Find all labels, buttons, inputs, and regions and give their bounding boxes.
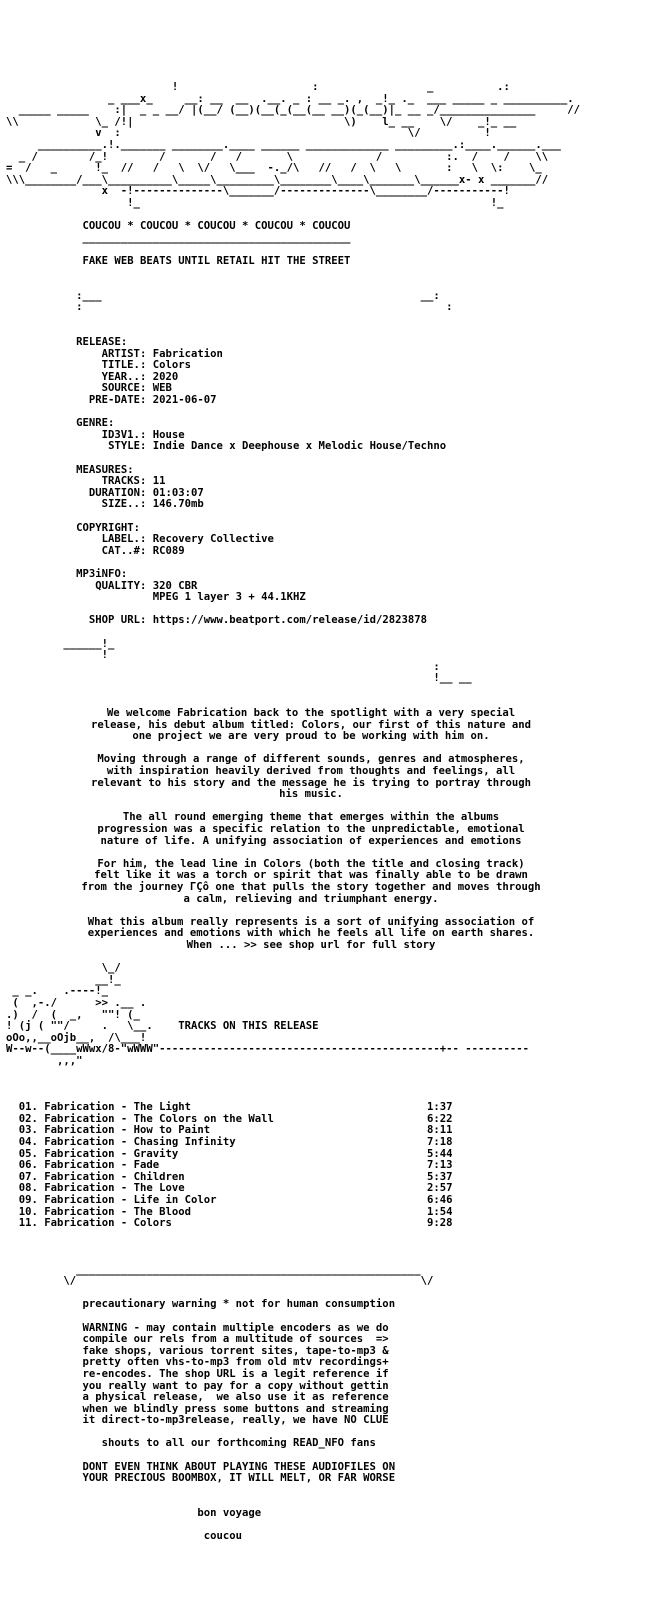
banner-line: !_ !_	[6, 196, 504, 209]
track-title: Fade	[133, 1159, 160, 1172]
tracks-art-line: ( ,-./ >> .__ .	[6, 996, 147, 1009]
year-label: YEAR..:	[101, 370, 147, 383]
banner-line: v : \/ !	[6, 127, 491, 140]
signoff: coucou	[203, 1530, 242, 1543]
predate-label: PRE-DATE:	[88, 394, 147, 407]
track-number: 03.	[18, 1124, 38, 1137]
tracks-art-line: \_/	[6, 962, 121, 975]
track-row: 03. Fabrication - How to Paint 8:11	[18, 1124, 453, 1137]
coucou-rule: __________________________________________	[82, 231, 351, 244]
quality-label: QUALITY:	[95, 579, 147, 592]
banner-line: _ / /_! / / / \ / :. / / \\	[6, 150, 549, 163]
duration-value: 01:03:07	[152, 486, 204, 499]
dont-line: YOUR PRECIOUS BOOMBOX, IT WILL MELT, OR FAR WORSE	[82, 1472, 396, 1485]
tagline: FAKE WEB BEATS UNTIL RETAIL HIT THE STREET	[82, 254, 351, 267]
label-value: Recovery Collective	[152, 533, 274, 546]
track-number: 07.	[18, 1170, 38, 1183]
cat-value: RC089	[152, 544, 185, 557]
track-artist: Fabrication	[44, 1170, 115, 1183]
genre-header: GENRE:	[76, 417, 115, 430]
track-title: The Love	[133, 1182, 185, 1195]
size-label: SIZE..:	[101, 498, 147, 511]
mp3info-header: MP3iNFO:	[76, 567, 128, 580]
track-number: 04.	[18, 1136, 38, 1149]
coucou-line: COUCOU * COUCOU * COUCOU * COUCOU * COUCOU	[82, 220, 351, 233]
divider-left: ______!_	[6, 637, 115, 650]
track-artist: Fabrication	[44, 1147, 115, 1160]
track-time: 1:54	[427, 1205, 453, 1218]
banner-line: _ ___x_ __: __ __ .__. _ : __ _. , _!_ ._ ___ _____ _ __________.	[6, 92, 574, 105]
track-title: The Light	[133, 1101, 192, 1114]
year-value: 2020	[152, 370, 179, 383]
track-title: The Colors on the Wall	[133, 1112, 274, 1125]
track-number: 10.	[18, 1205, 38, 1218]
dont-line: DONT EVEN THINK ABOUT PLAYING THESE AUDIOFILES ON	[82, 1460, 396, 1473]
story-line: a calm, relieving and triumphant energy.	[183, 892, 439, 905]
track-artist: Fabrication	[44, 1182, 115, 1195]
warning-line: compile our rels from a multitude of sources =>	[82, 1333, 389, 1346]
story-line: from the journey ΓÇô one that pulls the story together and moves through	[81, 880, 541, 893]
track-time: 5:37	[427, 1170, 453, 1183]
story-line: felt like it was a torch or spirit that was finally able to be drawn	[94, 869, 528, 882]
banner-line: \\\________/___\__________\_____\_________\________\____\_______\______x- x _______//	[6, 173, 549, 186]
story-section	[6, 708, 646, 951]
shouts-line: shouts to all our forthcoming READ_NFO fans	[101, 1437, 376, 1450]
track-time: 2:57	[427, 1182, 453, 1195]
cat-label: CAT..#:	[101, 544, 147, 557]
track-row: 04. Fabrication - Chasing Infinity 7:18	[18, 1136, 453, 1149]
shop-section	[6, 615, 646, 627]
tracks-art-line: W--w--(____wWwx/8-"wWWW"--------------------------------------------+-- ----------	[6, 1043, 529, 1056]
warning-line: you really want to pay for a copy without gettin	[82, 1379, 389, 1392]
copyright-header: COPYRIGHT:	[76, 521, 140, 534]
warning-line: it direct-to-mp3release, really, we have NO CLUE	[82, 1414, 389, 1427]
track-artist: Fabrication	[44, 1205, 115, 1218]
warning-rule-top: ______________________________________________________	[6, 1263, 421, 1276]
track-title: Children	[133, 1170, 185, 1183]
mp3info-section	[6, 569, 646, 604]
story-line: For him, the lead line in Colors (both the title and closing track)	[97, 857, 525, 870]
style-value: Indie Dance x Deephouse x Melodic House/Techno	[152, 440, 447, 453]
title-value: Colors	[152, 359, 191, 372]
track-number: 02.	[18, 1112, 38, 1125]
tracks-art-line: _ _. .----!_	[6, 985, 109, 998]
source-value: WEB	[152, 382, 172, 395]
warning-text	[6, 1323, 646, 1427]
release-section	[6, 337, 646, 407]
banner-line: ! : _ .:	[6, 81, 587, 93]
track-number: 09.	[18, 1194, 38, 1206]
divider-left-stem: !	[6, 649, 109, 662]
track-row: 10. Fabrication - The Blood 1:54	[18, 1205, 453, 1218]
track-row: 11. Fabrication - Colors 9:28	[18, 1217, 453, 1230]
divider-right: :	[6, 660, 440, 673]
track-row: 01. Fabrication - The Light 1:37	[18, 1101, 453, 1114]
track-row: 08. Fabrication - The Love 2:57	[18, 1182, 453, 1195]
track-time: 6:22	[427, 1112, 453, 1125]
measures-section	[6, 465, 646, 511]
tracks-art	[6, 963, 646, 1067]
track-row: 07. Fabrication - Children 5:37	[18, 1170, 453, 1183]
track-row: 02. Fabrication - The Colors on the Wall 6:22	[18, 1112, 453, 1125]
quality-value: 320 CBR	[152, 579, 198, 592]
bracket-top: :___ __:	[76, 289, 440, 302]
warning-line: re-encodes. The shop URL is a legit reference if	[82, 1367, 389, 1380]
tracklist	[6, 1102, 646, 1230]
tracks-art-line: oOo,,__oOjb__, /\___!	[6, 1031, 147, 1044]
release-header: RELEASE:	[76, 336, 128, 349]
track-time: 1:37	[427, 1101, 453, 1114]
predate-value: 2021-06-07	[152, 394, 217, 407]
track-time: 7:18	[427, 1136, 453, 1149]
nfo-document: ! : _ .: _ ___x_ __: __ __ .__. _ : __ _. , _!_ ._ ___ _____ _ __________. _____ _____ :| _ _ __/ |(__/ (__)(__(_(__(__ __)(_(__)|_ __ _/_______________ // \\ \_ /!| \) l_ __ \/ _!_ __ v : \/ ! __________.!._______ ________.____ ______ _____________ _________.:____.______.___ _ / /_! / / / \ / :. / / \\ = / _ !_ // / \ \/ \___ -._/\ // / \ \ : \ \: \_ \\\________/___\__________\_____\_________\________\____\_______\______x- x _______// x -!--------------\_______/--------------\________/-----------! !_ !_ COUCOU * COUCOU * COUCOU * COUCOU * COUCOU __________________________________________ FAKE WEB BEATS UNTIL RETAIL HIT THE STREET :___ __: : : RELEASE: ARTIST: Fabrication TITLE.: Colors YEAR..: 2020 SOURCE: WEB PRE-DATE: 2021-06-07 GENRE: ID3V1.: House STYLE: Indie Dance x Deephouse x Melodic House/Techno MEASURES: TRACKS: 11 DURATION: 01:03:07 SIZE..: 146.70mb COPYRIGHT: LABEL.: Recovery Collective CAT..#: RC089 MP3iNFO: QUALITY: 320 CBR MPEG 1 layer 3 + 44.1KHZ SHOP URL: https://www.beatport.com/release/id/2823878 ______!_ ! : !__ __ We welcome Fabrication back to the spotlight with a very special release, his debut album titled: Colors, our first of this nature and one project we are very proud to be working with him on. Moving through a range of different sounds, genres and atmospheres, with inspiration heavily derived from thoughts and feelings, all relevant to his story and the message he is trying to portray through his music. The all round emerging theme that emerges within the albums progression was a specific relation to the unpredictable, emotional nature of life. A unifying association of experiences and emotions For him, the lead line in Colors (both the title and closing track) felt like it was a torch or spirit that was finally able to be drawn from the journey ΓÇô one that pulls the story together and moves through a calm, relieving and triumphant energy. What this album really represents is a sort of unifying association of experiences and emotions with which he feels all life on earth shares. When ... >> see shop url for full story \_/ __!_ _ _. .----!_ ( ,-./ >> .__ . .) / ( _, ""! (_ ! (j ( ""/ . \__. TRACKS ON THIS RELEASE oOo,,__oOjb__, /\___! W--w--(____wWwx/8-"wWWW"--------------------------------------------+-- ---------- ,,," 01. Fabrication - The Light 1:37 02. Fabrication - The Colors on the Wall 6:22 03. Fabrication - How to Paint 8:11 04. Fabrication - Chasing Infinity 7:18 05. Fabrication - Gravity 5:44 06. Fabrication - Fade 7:13 07. Fabrication - Children 5:37 08. Fabrication - The Love 2:57 09. Fabrication - Life in Color 6:46 10. Fabrication - The Blood 1:54 11. Fabrication - Colors 9:28 ______________________________________________________ \/ \/ precautionary warning * not for human consumption WARNING - may contain multiple encoders as we do compile our rels from a multitude of sources => fake shops, various torrent sites, tape-to-mp3 & pretty often vhs-to-mp3 from old mtv recordings+ re-encodes. The shop URL is a legit reference if you really want to pay for a copy without gettin a physical release, we also use it as reference when we blindly press some buttons and streaming it direct-to-mp3release, really, we have NO CLUE shouts to all our forthcoming READ_NFO fans DONT EVEN THINK ABOUT PLAYING THESE AUDIOFILES ON YOUR PRECIOUS BOOMBOX, IT WILL MELT, OR FAR WORSE bon voyage coucou	[6, 82, 646, 1543]
story-line: Moving through a range of different sounds, genres and atmospheres,	[97, 753, 525, 766]
shop-url-link[interactable]: https://www.beatport.com/release/id/2823878	[152, 614, 427, 627]
story-line: one project we are very proud to be working with him on.	[132, 730, 490, 743]
track-number: 01.	[18, 1101, 38, 1114]
tracks-heading: ! (j ( ""/ . \__. TRACKS ON THIS RELEASE	[6, 1020, 319, 1033]
banner-line: = / _ !_ // / \ \/ \___ -._/\ // / \ \ : \ \: \_	[6, 162, 542, 175]
shop-label: SHOP URL:	[88, 614, 147, 627]
track-title: The Blood	[133, 1205, 192, 1218]
id3-value: House	[152, 428, 185, 441]
banner-line: x -!--------------\_______/--------------\________/-----------!	[6, 185, 510, 198]
track-title: Colors	[133, 1217, 172, 1230]
artist-value: Fabrication	[152, 347, 223, 360]
warning-line: WARNING - may contain multiple encoders as we do	[82, 1321, 389, 1334]
track-number: 05.	[18, 1147, 38, 1160]
artist-label: ARTIST:	[101, 347, 147, 360]
style-label: STYLE:	[108, 440, 147, 453]
tracks-art-line: .) / ( _, ""! (_	[6, 1008, 140, 1021]
story-line: relevant to his story and the message he is trying to portray through	[90, 776, 532, 789]
track-artist: Fabrication	[44, 1136, 115, 1149]
size-value: 146.70mb	[152, 498, 204, 511]
title-label: TITLE.:	[101, 359, 147, 372]
story-line: release, his debut album titled: Colors, our first of this nature and	[90, 718, 532, 731]
banner-line: __________.!._______ ________.____ ______ _____________ _________.:____.______.___	[6, 138, 561, 151]
track-title: Life in Color	[133, 1194, 217, 1206]
divider-right-tail: !__ __	[6, 672, 472, 685]
track-title: How to Paint	[133, 1124, 211, 1137]
story-line: nature of life. A unifying association of experiences and emotions	[100, 834, 522, 847]
tracks-art-line: __!_	[6, 973, 121, 986]
story-line: When ... >> see shop url for full story	[186, 938, 436, 951]
track-row: 06. Fabrication - Fade 7:13	[18, 1159, 453, 1172]
story-line: experiences and emotions with which he feels all life on earth shares.	[87, 927, 535, 940]
warning-line: when we blindly press some buttons and streaming	[82, 1402, 389, 1415]
track-artist: Fabrication	[44, 1159, 115, 1172]
banner-art	[6, 82, 646, 210]
warning-rule-bottom: \/ \/	[6, 1275, 434, 1288]
track-time: 7:13	[427, 1159, 453, 1172]
track-artist: Fabrication	[44, 1112, 115, 1125]
banner-line: \\ \_ /!| \) l_ __ \/ _!_ __	[6, 115, 517, 128]
story-line: his music.	[279, 788, 343, 801]
track-time: 5:44	[427, 1147, 453, 1160]
duration-label: DURATION:	[88, 486, 147, 499]
banner-line: _____ _____ :| _ _ __/ |(__/ (__)(__(_(__(__ __)(_(__)|_ __ _/_______________ //	[6, 104, 581, 117]
source-label: SOURCE:	[101, 382, 147, 395]
story-line: The all round emerging theme that emerges within the albums	[122, 811, 500, 824]
story-line: We welcome Fabrication back to the spotlight with a very special	[106, 707, 516, 720]
track-artist: Fabrication	[44, 1194, 115, 1206]
warning-title: precautionary warning * not for human consumption	[82, 1298, 396, 1311]
bon-voyage: bon voyage	[197, 1507, 262, 1520]
id3-label: ID3V1.:	[101, 428, 147, 441]
measures-header: MEASURES:	[76, 463, 134, 476]
warning-line: fake shops, various torrent sites, tape-to-mp3 &	[82, 1344, 389, 1357]
track-title: Gravity	[133, 1147, 179, 1160]
track-row: 09. Fabrication - Life in Color 6:46	[18, 1194, 453, 1206]
track-number: 08.	[18, 1182, 38, 1195]
genre-section	[6, 418, 646, 453]
track-title: Chasing Infinity	[133, 1136, 236, 1149]
track-number: 06.	[18, 1159, 38, 1172]
track-time: 9:28	[427, 1217, 453, 1230]
track-artist: Fabrication	[44, 1124, 115, 1137]
warning-line: pretty often vhs-to-mp3 from old mtv recordings+	[82, 1356, 389, 1369]
track-artist: Fabrication	[44, 1101, 115, 1114]
tracks-value: 11	[152, 475, 166, 488]
tracks-label: TRACKS:	[101, 475, 147, 488]
track-time: 8:11	[427, 1124, 453, 1137]
track-artist: Fabrication	[44, 1217, 115, 1230]
warning-line: a physical release, we also use it as reference	[82, 1391, 389, 1404]
story-line: with inspiration heavily derived from thoughts and feelings, all	[106, 765, 516, 778]
tracks-art-line: ,,,"	[6, 1054, 83, 1067]
label-label: LABEL.:	[101, 533, 147, 546]
story-line: progression was a specific relation to the unpredictable, emotional	[97, 823, 525, 835]
codec-value: MPEG 1 layer 3 + 44.1KHZ	[152, 591, 306, 604]
copyright-section	[6, 523, 646, 558]
track-time: 6:46	[427, 1194, 453, 1206]
track-number: 11.	[18, 1217, 38, 1230]
track-row: 05. Fabrication - Gravity 5:44	[18, 1147, 453, 1160]
story-line: What this album really represents is a sort of unifying association of	[87, 915, 535, 928]
